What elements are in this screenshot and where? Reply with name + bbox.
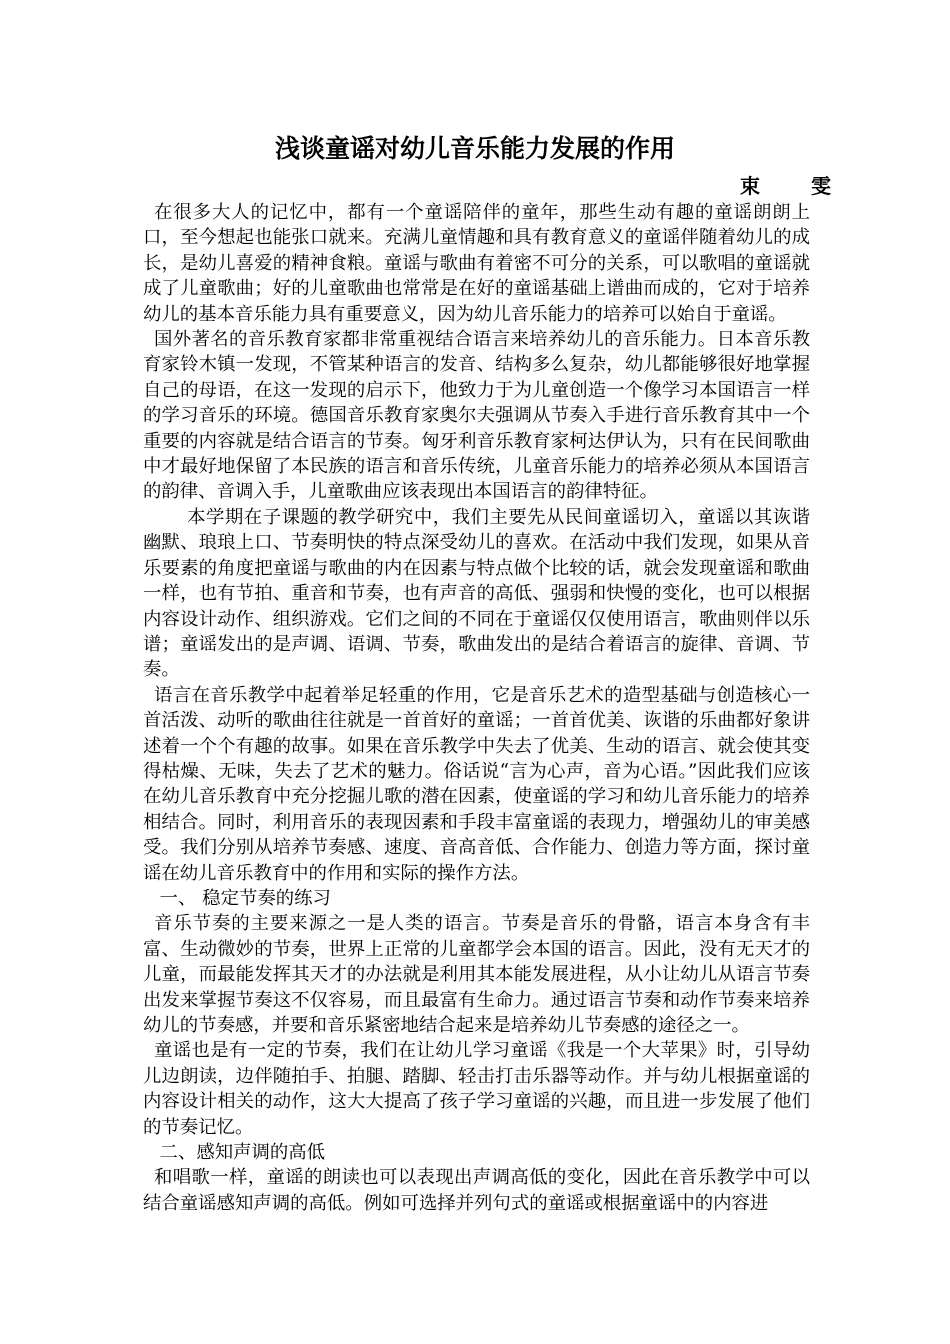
section-heading-tone: 二、感知声调的高低: [159, 1142, 326, 1164]
paragraph-language-role: 语言在音乐教学中起着举足轻重的作用，它是音乐艺术的造型基础与创造核心一首活泼、动听的歌曲往往就是一首首好的童谣；一首首优美、诙谐的乐曲都好象讲述着一个个有趣的故事。如果在音乐教学中失去了优美、生动的语言、就会使其变得枯燥、无味，失去了艺术的魅力。俗话说“言为心声，音为心语。”因此我们应该在幼儿音乐教育中充分挖掘儿歌的潜在因素，使童谣的学习和幼儿音乐能力的培养相结合。同时，利用音乐的表现因素和手段丰富童谣的表现力，增强幼儿的审美感受。我们分别从培养节奏感、速度、音高音低、合作能力、创造力等方面，探讨童谣在幼儿音乐教育中的作用和实际的操作方法。: [143, 684, 810, 884]
section-heading-rhythm: 一、 稳定节奏的练习: [159, 887, 331, 909]
paragraph-foreign-educators: 国外著名的音乐教育家都非常重视结合语言来培养幼儿的音乐能力。日本音乐教育家铃木镇一发现，不管某种语言的发音、结构多么复杂，幼儿都能够很好地掌握自己的母语，在这一发现的启示下，他致力于为儿童创造一个像学习本国语言一样的学习音乐的环境。德国音乐教育家奥尔夫强调从节奏入手进行音乐教育其中一个重要的内容就是结合语言的节奏。匈牙利音乐教育家柯达伊认为，只有在民间歌曲中才最好地保留了本民族的语言和音乐传统，儿童音乐能力的培养必须从本国语言的韵律、音调入手，儿童歌曲应该表现出本国语言的韵律特征。: [143, 329, 810, 503]
paragraph-semester-research: 本学期在子课题的教学研究中，我们主要先从民间童谣切入，童谣以其诙谐幽默、琅琅上口、节奏明快的特点深受幼儿的喜欢。在活动中我们发现，如果从音乐要素的角度把童谣与歌曲的内在因素与特点做个比较的话，就会发现童谣和歌曲一样，也有节拍、重音和节奏，也有声音的高低、强弱和快慢的变化，也可以根据内容设计动作、组织游戏。它们之间的不同在于童谣仅仅使用语言，歌曲则伴以乐谱；童谣发出的是声调、语调、节奏，歌曲发出的是结合着语言的旋律、音调、节奏。: [143, 506, 810, 681]
paragraph-apple-rhyme: 童谣也是有一定的节奏，我们在让幼儿学习童谣《我是一个大苹果》时，引导幼儿边朗读，边伴随拍手、拍腿、踏脚、轻击打击乐器等动作。并与幼儿根据童谣的内容设计相关的动作，这大大提高了孩子学习童谣的兴趣，而且进一步发展了他们的节奏记忆。: [143, 1040, 810, 1138]
document-body: [143, 200, 810, 1216]
paragraph-rhythm-source: 音乐节奏的主要来源之一是人类的语言。节奏是音乐的骨骼，语言本身含有丰富、生动微妙的节奏，世界上正常的儿童都学会本国的语言。因此，没有无天才的儿童，而最能发挥其天才的办法就是利用其本能发展进程，从小让幼儿从语言节奏出发来掌握节奏这不仅容易，而且最富有生命力。通过语言节奏和动作节奏来培养幼儿的节奏感，并要和音乐紧密地结合起来是培养幼儿节奏感的途径之一。: [143, 913, 810, 1036]
paragraph-intro: 在很多大人的记忆中，都有一个童谣陪伴的童年，那些生动有趣的童谣朗朗上口，至今想起也能张口就来。充满儿童情趣和具有教育意义的童谣伴随着幼儿的成长，是幼儿喜爱的精神食粮。童谣与歌曲有着密不可分的关系，可以歌唱的童谣就成了儿童歌曲；好的儿童歌曲也常常是在好的童谣基础上谱曲而成的，它对于培养幼儿的基本音乐能力具有重要意义，因为幼儿音乐能力的培养可以始自于童谣。: [143, 202, 810, 325]
document-title: 浅谈童谣对幼儿音乐能力发展的作用: [274, 134, 675, 163]
paragraph-tone-pitch: 和唱歌一样，童谣的朗读也可以表现出声调高低的变化，因此在音乐教学中可以结合童谣感知声调的高低。例如可选择并列句式的童谣或根据童谣中的内容进: [143, 1167, 810, 1214]
author-name: 束 雯: [740, 174, 853, 198]
